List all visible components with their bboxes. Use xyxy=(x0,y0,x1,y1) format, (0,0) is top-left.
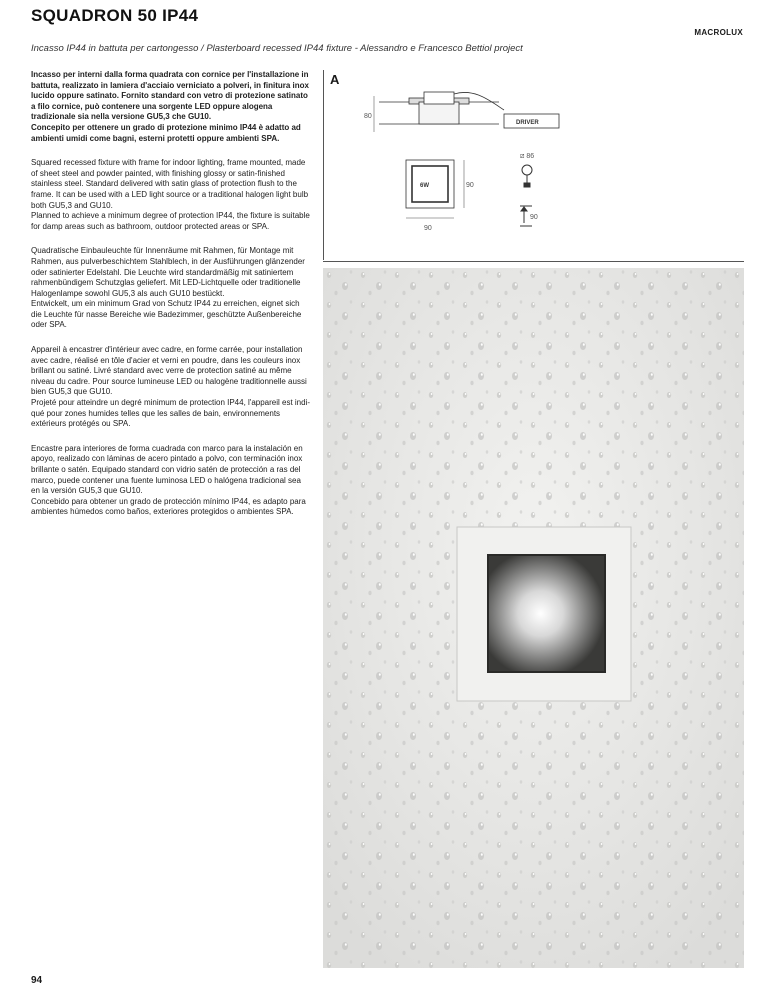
bottom-dimension: 90 xyxy=(424,225,432,232)
page-number: 94 xyxy=(31,975,43,986)
drawing-divider xyxy=(323,261,744,262)
section-label-a: A xyxy=(330,72,340,87)
height-dimension: 80 xyxy=(364,113,372,120)
description-french: Appareil à encastrer d'intérieur avec cadre, en forme carrée, pour installation avec cadre, réalisé en tôle d'acier et verni en poudre, dans les couleurs inox brillant ou satiné. Livré standard avec verre de protection satiné au même niveau du cadre. Pour source lumineuse LED ou halogène traditionnelle aussi bien GU5,3 que GU10. Projeté pour atteindre un degré minimum de protection IP44, l'appareil est indi-qué pour zones humides telles que les salles de bain, environnements extérieurs protégés ou SPA. xyxy=(31,345,311,429)
side-dimension: 90 xyxy=(466,182,474,189)
recessed-fixture xyxy=(457,527,631,701)
description-column xyxy=(31,70,311,532)
technical-drawing xyxy=(323,70,744,260)
cutout-dimension: ⧄ 86 xyxy=(520,153,535,160)
cutout-symbol xyxy=(522,165,532,187)
depth-dimension: 90 xyxy=(530,214,538,221)
driver-label: DRIVER xyxy=(516,120,539,126)
brand-name: MACROLUX xyxy=(694,28,743,37)
description-spanish: Encastre para interiores de forma cuadrada con marco para la instalación en apoyo, realizado con láminas de acero pintado a polvo, con terminación inox brillante o satén. Equipado standard con vidrio satén de protección a ras del marco, puede contener una fuente luminosa LED o halógena tradicional sea en la versión GU5,3 que GU10. Concebido para obtener un grado de protección mínimo IP44, es adapto para ambientes húmedos como baños, exteriores protegidos o ambientes SPA. xyxy=(31,443,306,517)
product-photo-svg xyxy=(323,268,744,968)
product-photo xyxy=(323,268,744,968)
product-subtitle: Incasso IP44 in battuta per cartongesso / Plasterboard recessed IP44 fixture - Alessandro e Francesco Bettiol project xyxy=(31,43,523,54)
description-german: Quadratische Einbauleuchte für Innenräume mit Rahmen, für Montage mit Rahmen, aus pulverbeschichtem Stahlblech, in der Ausführungen glänzender oder satinierter Edelstahl. Die Leuchte wird standardmäßig mit satiniertem rahmenbündigem Schutzglas geliefert. Mit LED-Lichtquelle oder traditionelle Halogenlampe sowohl GU5,3 als auch GU10 bestückt. Entwickelt, um ein minimum Grad von Schutz IP44 zu erreichen, eignet sich die Leuchte für nasse Bereiche wie Badezimmer, geschützte Außenbereiche oder SPA. xyxy=(31,246,305,330)
description-english: Squared recessed fixture with frame for indoor lighting, frame mounted, made of sheet steel and powder painted, with finishing glossy or satin-finished stainless steel. Standard delivered with satin glass of protection flush to the frame. It can be used with a LED light source or a traditional halogen light bulb both GU5,3 and GU10. Planned to achieve a minimum degree of protection IP44, the fixture is suitable for damp areas such as bathroom, outdoor protected areas or SPA. xyxy=(31,158,310,231)
wattage-label: 6W xyxy=(420,183,429,189)
technical-drawing-svg xyxy=(324,70,744,260)
fixture-front-view xyxy=(406,160,464,218)
product-title: SQUADRON 50 IP44 xyxy=(31,6,199,25)
fixture-section-view xyxy=(374,92,559,132)
description-italian: Incasso per interni dalla forma quadrata con cornice per l'installazione in battuta, realizzato in lamiera d'acciaio verniciato a polveri, in finitura inox lucido oppure satinato. Fornito standard con vetro di protezione satinato a filo cornice, può contenere una sorgente LED oppure alogena tradizionale sia nella versione GU5,3 che GU10. Concepito per ottenere un grado di protezione minimo IP44 è adatto ad ambienti umidi come bagni, esterni protetti oppure ambienti SPA. xyxy=(31,70,309,143)
